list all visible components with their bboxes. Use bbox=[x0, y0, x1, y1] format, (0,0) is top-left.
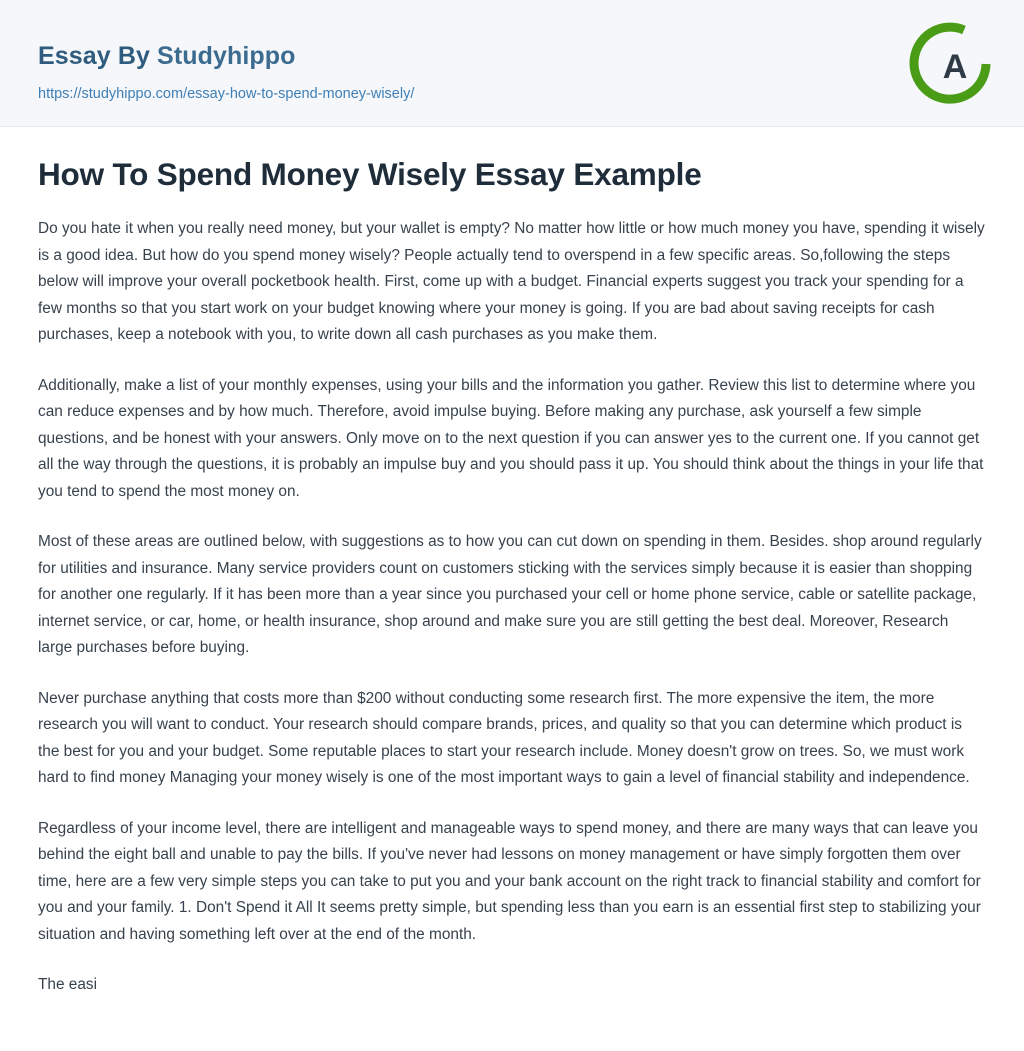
article-container bbox=[0, 127, 1024, 998]
paragraph: Additionally, make a list of your monthly expenses, using your bills and the information you gather. Review this list to determine where you can reduce expenses and by how much. Therefore, avoid impulse buying. Before making any purchase, ask yourself a few simple questions, and be honest with your answers. Only move on to the next question if you can answer yes to the current one. If you cannot get all the way through the questions, it is probably an impulse buy and you should pass it up. You should think about the things in your life that you tend to spend the most money on. bbox=[38, 376, 984, 500]
article-body bbox=[38, 216, 986, 998]
paragraph: Regardless of your income level, there are intelligent and manageable ways to spend money, and there are many ways that can leave you behind the eight ball and unable to pay the bills. If you've never had lessons on money management or have simply forgotten them over time, here are a few very simple steps you can take to put you and your bank account on the right track to financial stability and comfort for you and your family. 1. Don't Spend it All It seems pretty simple, but spending less than you earn is an essential first step to stabilizing your situation and having something left over at the end of the month. bbox=[38, 819, 981, 943]
source-url[interactable]: https://studyhippo.com/essay-how-to-spend-money-wisely/ bbox=[38, 86, 415, 102]
paragraph: Do you hate it when you really need money, but your wallet is empty? No matter how little or how much money you have, spending it wisely is a good idea. But how do you spend money wisely? People actually tend to overspend in a few specific areas. So,following the steps below will improve your overall pocketbook health. First, come up with a budget. Financial experts suggest you track your spending for a few months so that you start work on your budget knowing where your money is going. If you are bad about saving receipts for cash purchases, keep a notebook with you, to write down all cash purchases as you make them. bbox=[38, 220, 985, 344]
svg-text:A: A bbox=[942, 48, 968, 86]
page-header bbox=[0, 0, 1024, 127]
paragraph: Never purchase anything that costs more than $200 without conducting some research first. The more expensive the item, the more research you will want to conduct. Your research should compare brands, prices, and quality so that you can determine which product is the best for you and your budget. Some reputable places to start your research include. Money doesn't grow on trees. So, we must work hard to find money Managing your money wisely is one of the most important ways to gain a level of financial stability and independence. bbox=[38, 689, 970, 787]
studyhippo-logo-icon bbox=[908, 20, 996, 108]
brand-name: Studyhippo bbox=[157, 42, 296, 70]
page-title: How To Spend Money Wisely Essay Example bbox=[38, 156, 702, 192]
paragraph: The easi bbox=[38, 976, 98, 993]
paragraph: Most of these areas are outlined below, with suggestions as to how you can cut down on spending in them. Besides. shop around regularly for utilities and insurance. Many service providers count on customers sticking with the services simply because it is easier than shopping for another one regularly. If it has been more than a year since you purchased your cell or home phone service, cable or satellite package, internet service, or car, home, or health insurance, shop around and make sure you are still getting the best deal. Moreover, Research large purchases before buying. bbox=[38, 533, 982, 657]
site-brand bbox=[38, 42, 296, 71]
brand-prefix: Essay By bbox=[38, 42, 158, 70]
